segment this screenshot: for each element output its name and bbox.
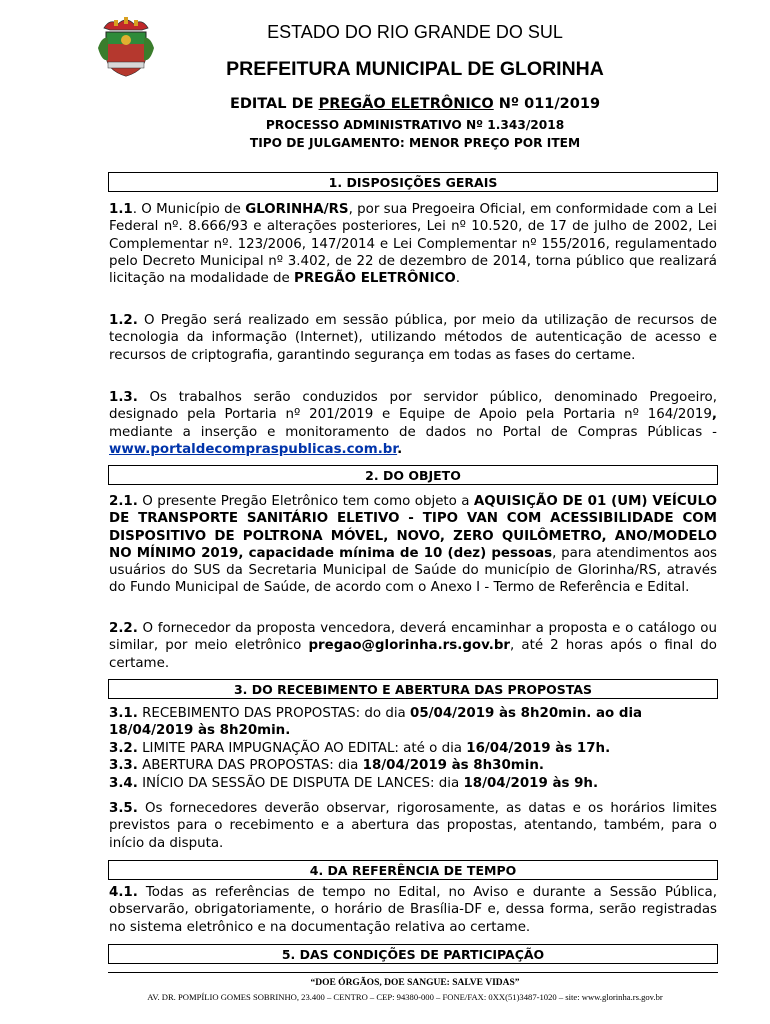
paragraph-1-1: 1.1. O Município de GLORINHA/RS, por sua Pregoeira Oficial, em conformidade com a Lei Federal nº. 8.666/93 e alterações posteriores, Lei nº 10.520, de 17 de julho de 2002, Lei Complementar nº. 123/2006, 147/2014 e Lei Complementar nº 155/2016, regulamentado pelo Decreto Municipal nº 3.402, de 22 de dezembro de 2014, torna público que realizará licitação na modalidade de PREGÃO ELETRÔNICO. [109,202,717,287]
municipal-crest-icon [96,14,156,80]
state-title: ESTADO DO RIO GRANDE DO SUL [267,22,563,42]
section-heading-1: 1. DISPOSIÇÕES GERAIS [108,172,718,192]
paragraph-3-2: 3.2. LIMITE PARA IMPUGNAÇÃO AO EDITAL: até o dia 16/04/2019 às 17h. [109,741,611,756]
paragraph-2-1: 2.1. O presente Pregão Eletrônico tem como objeto a AQUISIÇÃO DE 01 (UM) VEÍCULO DE TRANSPORTE SANITÁRIO ELETIVO - TIPO VAN COM ACESSIBILIDADE COM DISPOSITIVO DE POLTRONA MÓVEL, NOVO, ZERO QUILÔMETRO, ANO/MODELO NO MÍNIMO 2019, capacidade mínima de 10 (dez) pessoas, para atendimentos aos usuários do SUS da Secretaria Municipal de Saúde do município de Glorinha/RS, através do Fundo Municipal de Saúde, de acordo com o Anexo I - Termo de Referência e Edital. [109,494,717,596]
section-heading-4: 4. DA REFERÊNCIA DE TEMPO [108,860,718,880]
footer-motto: “DOE ÓRGÃOS, DOE SANGUE: SALVE VIDAS” [310,978,520,988]
paragraph-4-1: 4.1. Todas as referências de tempo no Edital, no Aviso e durante a Sessão Pública, observarão, obrigatoriamente, o horário de Brasília-DF e, dessa forma, serão registradas no sistema eletrônico e na documentação relativa ao certame. [109,885,717,935]
edital-title: EDITAL DE PREGÃO ELETRÔNICO Nº 011/2019 [229,96,601,112]
prefeitura-title: PREFEITURA MUNICIPAL DE GLORINHA [226,58,604,80]
tipo-julgamento-line: TIPO DE JULGAMENTO: MENOR PREÇO POR ITEM [249,136,581,150]
section-heading-5: 5. DAS CONDIÇÕES DE PARTICIPAÇÃO [108,944,718,964]
paragraph-1-3: 1.3. Os trabalhos serão conduzidos por servidor público, denominado Pregoeiro, designado pela Portaria nº 201/2019 e Equipe de Apoio pela Portaria nº 164/2019, mediante a inserção e monitoramento de dados no Portal de Compras Públicas - www.portaldecompraspublicas.com.br. [109,390,717,457]
paragraph-2-2: 2.2. O fornecedor da proposta vencedora, deverá encaminhar a proposta e o catálogo ou similar, por meio eletrônico pregao@glorinha.rs.gov.br, até 2 horas após o final do certame. [109,621,717,671]
section-heading-2: 2. DO OBJETO [108,465,718,485]
paragraph-1-2: 1.2. O Pregão será realizado em sessão pública, por meio da utilização de recursos de tecnologia da informação (Internet), utilizando métodos de autenticação de acesso e recursos de criptografia, garantindo segurança em todas as fases do certame. [109,313,717,363]
portal-link[interactable]: www.portaldecompraspublicas.com.br [109,441,398,457]
footer-divider [108,972,718,973]
footer-address: AV. DR. POMPÍLIO GOMES SOBRINHO, 23.400 – CENTRO – CEP: 94380-000 – FONE/FAX: 0XX(51)3487-1020 – site: www.glorinha.rs.gov.br [147,992,663,1002]
paragraph-3-5: 3.5. Os fornecedores deverão observar, rigorosamente, as datas e os horários limites previstos para o recebimento e a abertura das propostas, atentando, também, para o início da disputa. [109,801,717,851]
processo-line: PROCESSO ADMINISTRATIVO Nº 1.343/2018 [265,118,565,132]
paragraph-3-4: 3.4. INÍCIO DA SESSÃO DE DISPUTA DE LANCES: dia 18/04/2019 às 9h. [109,776,599,791]
paragraph-3-1: 3.1. RECEBIMENTO DAS PROPOSTAS: do dia 05/04/2019 às 8h20min. ao dia 18/04/2019 às 8h20min. [109,706,643,739]
section-heading-3: 3. DO RECEBIMENTO E ABERTURA DAS PROPOSTAS [108,679,718,699]
paragraph-3-3: 3.3. ABERTURA DAS PROPOSTAS: dia 18/04/2019 às 8h30min. [109,758,544,773]
